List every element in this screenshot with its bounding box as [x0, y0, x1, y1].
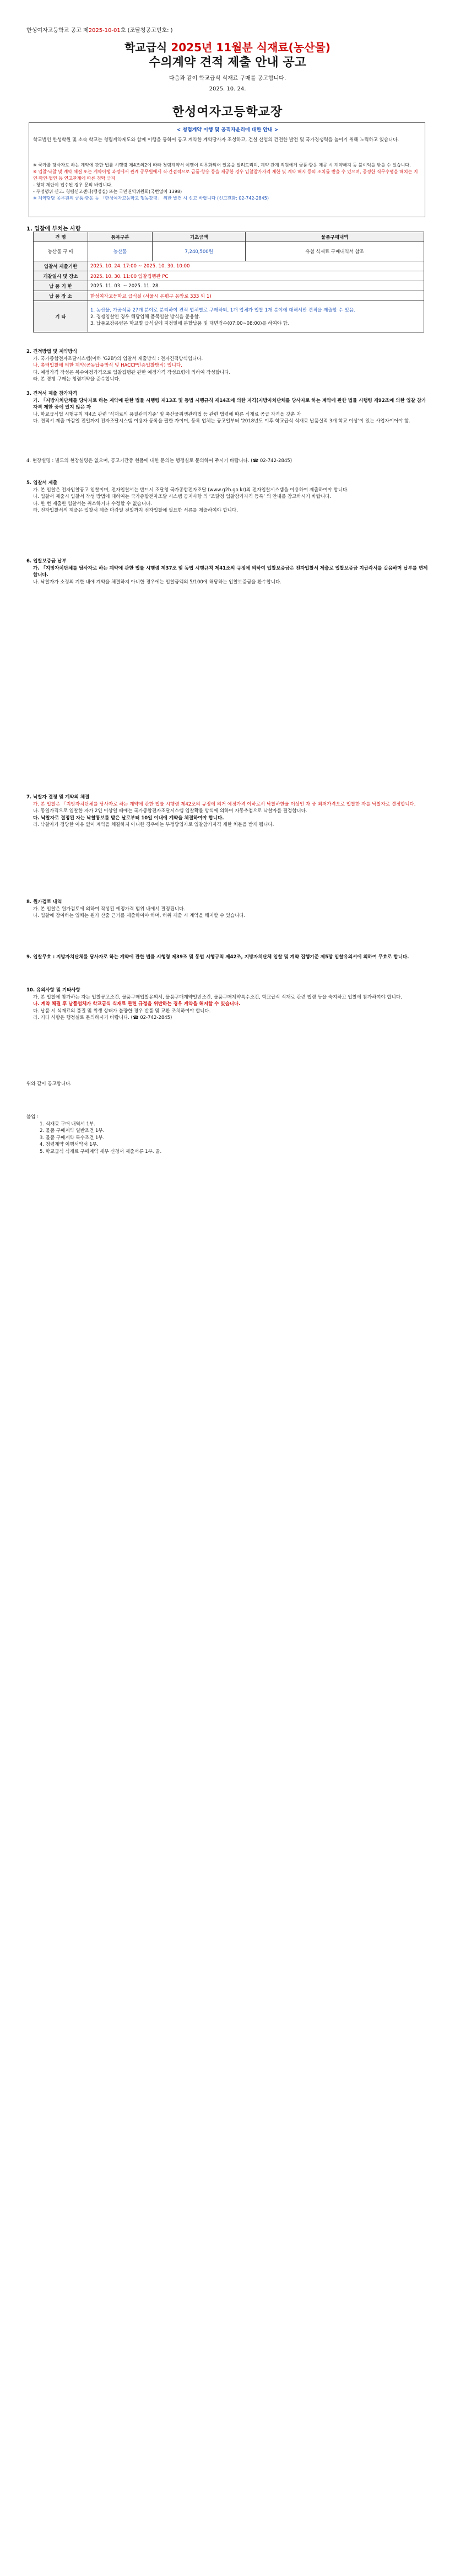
- guide-bullet: ※ 국가를 당사자로 하는 계약에 관한 법률 시행령 제4조의2에 따라 청렴계약서 이행이 의무화되어 있음을 알려드리며, 계약 관계 직원에게 금품·향응 제공 시 계약해지 등 불이익을 받을 수 있습니다.: [33, 163, 411, 168]
- section-line: 가. 「지방자치단체를 당사자로 하는 계약에 관한 법률 시행령 제13조 및 동법 시행규칙 제14조에 의한 자격(지방자치단체를 당사자로 하는 계약에 관한 법률 시행령 제92조에 의한 입찰 참가자격 제한 중에 있지 않은 자: [33, 398, 426, 410]
- section-line: 라. 낙찰자가 정당한 이유 없이 계약을 체결하지 아니한 경우에는 부정당업자로 입찰참가자격 제한 처분을 받게 됩니다.: [33, 822, 274, 828]
- table-row: [34, 261, 424, 271]
- attachment-item: 2. 물품 구매계약 일반조건 1부.: [40, 1128, 105, 1134]
- section10-title: 10. 유의사항 및 기타사항: [26, 988, 80, 993]
- section3: [26, 390, 429, 425]
- guide-bullet: - 청탁 제안이 접수된 경우 문의 바랍니다.: [33, 183, 113, 187]
- section-line: 다. 예정가격 작성은 복수예정가격으로 입찰집행관 관한 예정가격 작성요령에 의하여 작성합니다.: [33, 369, 231, 375]
- section-line: 나. 입찰서 제출시 입찰서 작성 방법에 대하여는 국가종합전자조달 시스템 공지사항 의 ‘조달청 입찰참가자격 등록’ 의 안내를 참고하시기 바랍니다.: [33, 494, 332, 500]
- table-header: 물품구매내역: [246, 232, 424, 242]
- section8-title: 8. 원가검토 내역: [26, 899, 62, 905]
- section-line: 가. 본 입찰은 원가검토에 의하여 작성된 예정가격 범위 내에서 결정됩니다.: [33, 906, 186, 912]
- section-line: 나. 총액입찰에 의한 계약(공동납품방식 및 HACCP인증입찰방식) 입니다.: [33, 363, 182, 368]
- purchase-detail-cell: 유첨 식재료 구매내역서 참조: [246, 242, 424, 261]
- section-line: 가. 「지방자치단체를 당사자로 하는 계약에 관한 법률 시행령 제37조 및 동법 시행규칙 제41조의 규정에 의하여 입찰보증금은 전자입찰서 제출로 입찰보증금 지급각서를 갈음하며 납부를 면제합니다.: [33, 565, 428, 578]
- note-item: 2. 경쟁입찰인 경우 해당업체 품목입찰 방식을 준용함.: [90, 314, 201, 320]
- page-title-line1: [0, 39, 455, 55]
- row-label: 기 타: [34, 301, 88, 332]
- guide-bullets: [33, 162, 419, 202]
- attachment-item: 3. 물품 구매계약 특수조건 1부.: [40, 1135, 105, 1141]
- section-line: 나. 계약 체결 후 납품업체가 학교급식 식재료 관련 규정을 위반하는 경우 계약을 해지할 수 있습니다.: [33, 1001, 241, 1007]
- notice-no-value: 2025-10-01: [88, 28, 121, 34]
- section-line: 가. 국가종합전자조달시스템(이하 'G2B')의 입찰서 제출방식 : 전자견적방식입니다.: [33, 356, 203, 362]
- guide-bullet: ※ 계약담당 공무원의 금품·향응 등 「한성여자고등학교 행동강령」 위반 발견 시 신고 바랍니다 (신고전화: 02-742-2845): [33, 196, 269, 201]
- table-header: 건 명: [34, 232, 88, 242]
- section5-title: 5. 입찰서 제출: [26, 480, 58, 486]
- section10: [26, 987, 429, 1022]
- guide-bullet: ※ 입찰·낙찰 및 계약 체결 또는 계약이행 과정에서 관계 공무원에게 직·간접적으로 금품·향응 등을 제공한 경우 입찰참가자격 제한 및 계약 해지 등의 조치를 받을 수 있으며, 공정한 직무수행을 해치는 지연·학연·혈연 등 연고관계에 따른 청탁 금지: [33, 169, 418, 181]
- section4: [26, 458, 429, 465]
- section6: [26, 558, 429, 586]
- row-label: 입찰서 제출기한: [34, 261, 88, 271]
- purchase-table: [33, 232, 424, 332]
- attachments-label: 붙임 :: [26, 1114, 39, 1120]
- section-line: 라. 기타 사항은 행정실로 문의하시기 바랍니다. (☎ 02-742-2845): [33, 1015, 172, 1021]
- section7-title: 7. 낙찰자 결정 및 계약의 체결: [26, 795, 90, 800]
- row-value: 2025. 10. 24. 17:00 ~ 2025. 10. 30. 10:00: [88, 261, 424, 271]
- section3-title: 3. 견적서 제출 참가자격: [26, 391, 77, 396]
- section-line: 나. 동일가격으로 입찰한 자가 2인 이상일 때에는 국가종합전자조달시스템 입찰확률 방식에 의하여 자동추첨으로 낙찰자를 결정합니다.: [33, 808, 307, 814]
- section-line: 다. 견적서 제출 마감일 전일까지 전자조달시스템 이용자 등록을 필한 자이며, 등록 업체는 공고일부터 '2018년도 이후 학교급식 식재료 납품실적 3개 학교 이상'이 있는 사업자이어야 함.: [33, 418, 410, 424]
- guide-heading: < 청렴계약 이행 및 공직자윤리에 대한 안내 >: [176, 127, 279, 133]
- title-highlight: 2025년 11월분 식재료(농산물): [171, 41, 331, 54]
- section-line: 라. 전자입찰서의 제출은 입찰서 제출 마감일 전일까지 전자입찰에 필요한 서류를 제출하여야 합니다.: [33, 508, 238, 513]
- table-header: 품목구분: [88, 232, 153, 242]
- table-row: [34, 242, 424, 261]
- guide-paragraph: 학교법인 한성학원 및 소속 학교는 청렴계약제도와 함께 이행을 통하여 공고 계약한 계약당사자 조성하고, 건설 산업의 건전한 발전 및 국가경쟁력을 높이기 위해 노력하고 있습니다.: [33, 137, 399, 143]
- section-line: 나. 낙찰자가 소정의 기한 내에 계약을 체결하지 아니한 경우에는 입찰금액의 5/100에 해당하는 입찰보증금을 환수합니다.: [33, 579, 281, 585]
- section8: [26, 899, 429, 920]
- section-line: 가. 본 입찰에 참가하는 자는 입찰공고조건, 물품구매입찰유의서, 물품구매계약일반조건, 물품구매계약특수조건, 학교급식 식재료 관련 법령 등을 숙지하고 입찰에 참가하여야 합니다.: [33, 994, 402, 1000]
- footer-note: 위와 같이 공고합니다.: [26, 1081, 72, 1087]
- notes-cell: [88, 301, 424, 332]
- section2-title: 2. 견적방법 및 계약방식: [26, 349, 77, 355]
- table-row: [34, 291, 424, 301]
- section-line: 다. 납품 시 식재료의 품질 및 위생 상태가 불량한 경우 반품 및 교환 조치하여야 합니다.: [33, 1008, 211, 1014]
- notice-date: 2025. 10. 24.: [209, 86, 246, 92]
- section6-title: 6. 입찰보증금 납부: [26, 559, 67, 564]
- row-value: 2025. 10. 30. 11:00 입찰집행관 PC: [88, 271, 424, 281]
- row-label: 납 품 장 소: [34, 291, 88, 301]
- table-header: 기초금액: [153, 232, 246, 242]
- table-header-row: [34, 232, 424, 242]
- notice-prefix: 한성여자고등학교 공고 제: [26, 28, 89, 34]
- row-value: 2025. 11. 03. ~ 2025. 11. 28.: [88, 281, 424, 291]
- guide-bullet: - 부정행위 신고: 청렴신고센터(행정실) 또는 국민권익위원회(국번없이 1398): [33, 189, 182, 194]
- section-line: 나. 학교급식법 시행규칙 제4조 관련 ‘식재료의 품질관리기준’ 및 축산물위생관리법 등 관련 법령에 따른 식재료 공급 자격을 갖춘 자: [33, 411, 301, 417]
- section2: [26, 348, 429, 383]
- table-row: [34, 301, 424, 332]
- item-name-cell: 농산물 구 매: [34, 242, 88, 261]
- notice-suffix: 호 (조달청공고번호: ): [120, 28, 173, 34]
- section-line: 가. 본 입찰은 전자입찰공고 입찰이며, 전자입찰서는 반드시 조달청 국가종합전자조달 (www.g2b.go.kr)의 전자입찰시스템을 이용하여 제출하여야 합니다.: [33, 487, 349, 493]
- section9: [26, 954, 429, 961]
- attachment-item: 1. 식재료 구매 내역서 1부.: [40, 1121, 95, 1127]
- section9-title: 9. 입찰무효 : 지방자치단체를 당사자로 하는 계약에 관한 법률 시행령 제39조 및 동법 시행규칙 제42조, 지방자치단체 입찰 및 계약 집행기준 제5장 입찰유의서에 의하여 무효로 합니다.: [26, 954, 409, 960]
- page-title-line2: 수의계약 견적 제출 안내 공고: [149, 56, 306, 69]
- section-line: 가. 본 입찰은 「지방자치단체를 당사자로 하는 계약에 관한 법률 시행령 제42조의 규정에 의거 예정가격 이하로서 낙찰하한율 이상인 자 중 최저가격으로 입찰한 자를 낙찰자로 결정합니다.: [33, 801, 416, 807]
- row-label: 납 품 기 한: [34, 281, 88, 291]
- section5: [26, 480, 429, 514]
- section4-title: 4. 현장설명 : 별도의 현장설명은 없으며, 공고기간중 현품에 대한 문의는 행정실로 문의하여 주시기 바랍니다. (☎ 02-742-2845): [26, 458, 292, 464]
- section-line: 라. 본 경쟁 구매는 청렴계약을 준수합니다.: [33, 377, 121, 382]
- attachment-item: 4. 청렴계약 이행서약서 1부.: [40, 1142, 99, 1147]
- section-line: 나. 입찰에 참여하는 업체는 원가 산출 근거를 제출하여야 하며, 허위 제출 시 계약을 해지할 수 있습니다.: [33, 913, 246, 919]
- note-item: 1. 농산물, 가공식품 27개 분야로 분리하여 견적 업체별로 구매하되, 1개 업체가 입찰 1개 분야에 대해서만 견적을 제출할 수 있음.: [90, 308, 355, 313]
- item-category-cell: 농산물: [88, 242, 153, 261]
- note-item: 3. 납품포장용량은 학교별 급식실에 지정일에 분할납품 및 대면검수(07:00~08:00)를 하여야 함.: [90, 321, 289, 326]
- attachment-item: 5. 학교급식 식재료 구매계약 세부 신청서 제출서류 1부. 끝.: [40, 1149, 162, 1155]
- title-prefix: 학교급식: [124, 41, 171, 54]
- section7: [26, 794, 429, 829]
- attachments: [26, 1114, 429, 1155]
- base-price-cell: 7,240,500원: [153, 242, 246, 261]
- school-name: 한성여자고등학교장: [172, 105, 283, 119]
- table-row: [34, 271, 424, 281]
- row-label: 개찰일시 및 장소: [34, 271, 88, 281]
- section-line: 다. 낙찰자로 결정된 자는 낙찰통보를 받은 날로부터 10일 이내에 계약을 체결하여야 합니다.: [33, 815, 224, 821]
- table-row: [34, 281, 424, 291]
- section1-title: 1. 입찰에 부치는 사항: [26, 226, 81, 232]
- intro-text: 다음과 같이 학교급식 식재료 구매를 공고합니다.: [169, 76, 286, 82]
- row-value: 한성여자고등학교 급식실 (서울시 은평구 응암로 333 외 1): [88, 291, 424, 301]
- section-line: 다. 한 번 제출한 입찰서는 취소하거나 수정할 수 없습니다.: [33, 501, 152, 507]
- notice-number: [26, 25, 173, 34]
